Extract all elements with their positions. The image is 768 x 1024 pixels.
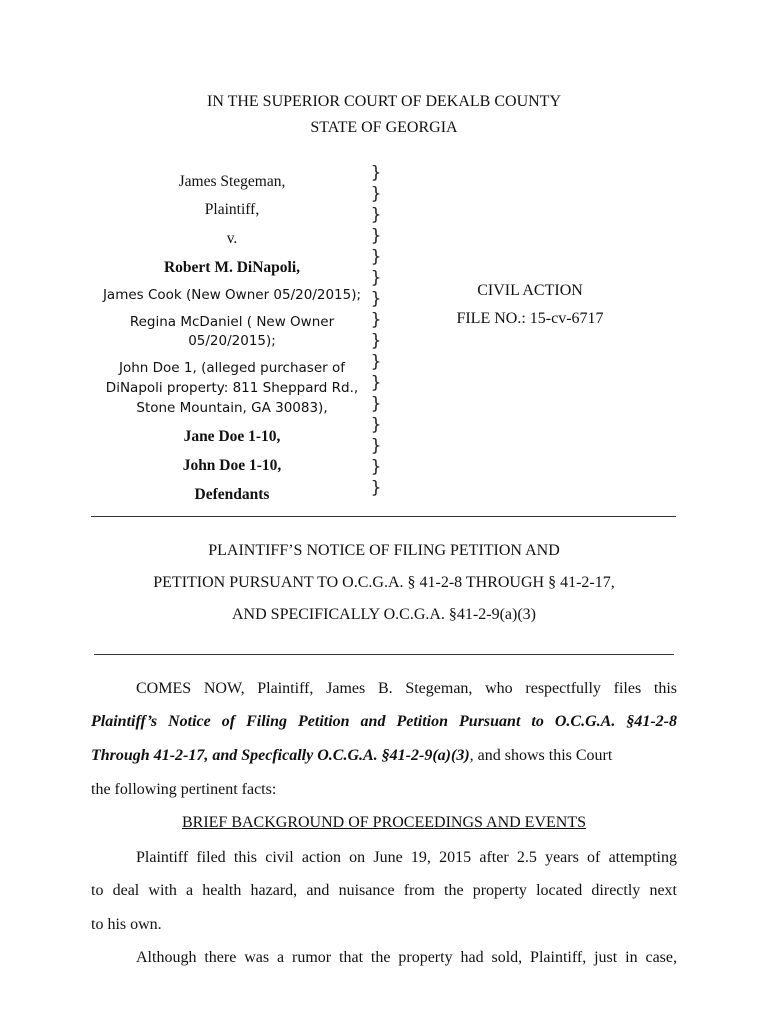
court-state: STATE OF GEORGIA [310, 119, 458, 136]
caption-brace: } [370, 205, 382, 225]
intro-line2: Plaintiff’s Notice of Filing Petition and Petition Pursuant to O.C.G.A. §41-2-8 [91, 713, 677, 730]
defendant-doe-line1: John Doe 1, (alleged purchaser of [119, 360, 345, 376]
intro-line1: COMES NOW, Plaintiff, James B. Stegeman, who respectfully files this [136, 680, 677, 697]
notice-title-line1: PLAINTIFF’S NOTICE OF FILING PETITION AND [208, 542, 560, 559]
intro-line3 [91, 747, 677, 765]
defendant-primary: Robert M. DiNapoli, [163, 259, 301, 276]
intro-line4: the following pertinent facts: [91, 781, 277, 798]
caption-brace: } [370, 163, 382, 183]
background-p1-line3: to his own. [91, 916, 162, 933]
background-p2-line1: Although there was a rumor that the property had sold, Plaintiff, just in case, [136, 949, 677, 966]
caption-brace: } [370, 247, 382, 267]
caption-brace: } [370, 415, 382, 435]
caption-brace: } [370, 394, 382, 414]
section-heading: BRIEF BACKGROUND OF PROCEEDINGS AND EVENTS [181, 814, 587, 831]
defendant-doe-line3: Stone Mountain, GA 30083), [136, 400, 328, 416]
caption-brace: } [370, 331, 382, 351]
defendant-cook: James Cook (New Owner 05/20/2015); [102, 287, 362, 303]
file-number: FILE NO.: 15-cv-6717 [456, 310, 604, 327]
caption-brace: } [370, 478, 382, 498]
caption-brace: } [370, 436, 382, 456]
defendant-mcdaniel-line2: 05/20/2015); [188, 333, 276, 349]
caption-brace: } [370, 352, 382, 372]
notice-title-line3: AND SPECIFICALLY O.C.G.A. §41-2-9(a)(3) [232, 606, 536, 623]
caption-brace: } [370, 457, 382, 477]
caption-brace: } [370, 289, 382, 309]
caption-brace: } [370, 373, 382, 393]
defendant-mcdaniel-line1: Regina McDaniel ( New Owner [129, 314, 335, 330]
versus-label: v. [226, 230, 238, 247]
john-doe: John Doe 1-10, [182, 457, 282, 474]
caption-brace: } [370, 310, 382, 330]
intro-line3-rest: , and shows this Court [469, 747, 613, 764]
plaintiff-name: James Stegeman, [178, 173, 286, 190]
background-p1-line2: to deal with a health hazard, and nuisance from the property located directly next [91, 882, 677, 899]
caption-divider [91, 516, 676, 517]
caption-brace: } [370, 226, 382, 246]
caption-brace: } [370, 184, 382, 204]
intro-line3-title: Through 41-2-17, and Specfically O.C.G.A. §41-2-9(a)(3) [91, 747, 470, 764]
notice-title-line2: PETITION PURSUANT TO O.C.G.A. § 41-2-8 THROUGH § 41-2-17, [153, 574, 615, 591]
civil-action-label: CIVIL ACTION [477, 282, 583, 299]
background-p1-line1: Plaintiff filed this civil action on June 19, 2015 after 2.5 years of attempting [136, 849, 677, 866]
caption-brace: } [370, 268, 382, 288]
defendant-doe-line2: DiNapoli property: 811 Sheppard Rd., [105, 380, 359, 396]
defendants-label: Defendants [194, 486, 270, 503]
title-divider [94, 654, 674, 655]
court-name: IN THE SUPERIOR COURT OF DEKALB COUNTY [206, 93, 562, 110]
jane-doe: Jane Doe 1-10, [183, 428, 281, 445]
plaintiff-label: Plaintiff, [204, 201, 260, 218]
